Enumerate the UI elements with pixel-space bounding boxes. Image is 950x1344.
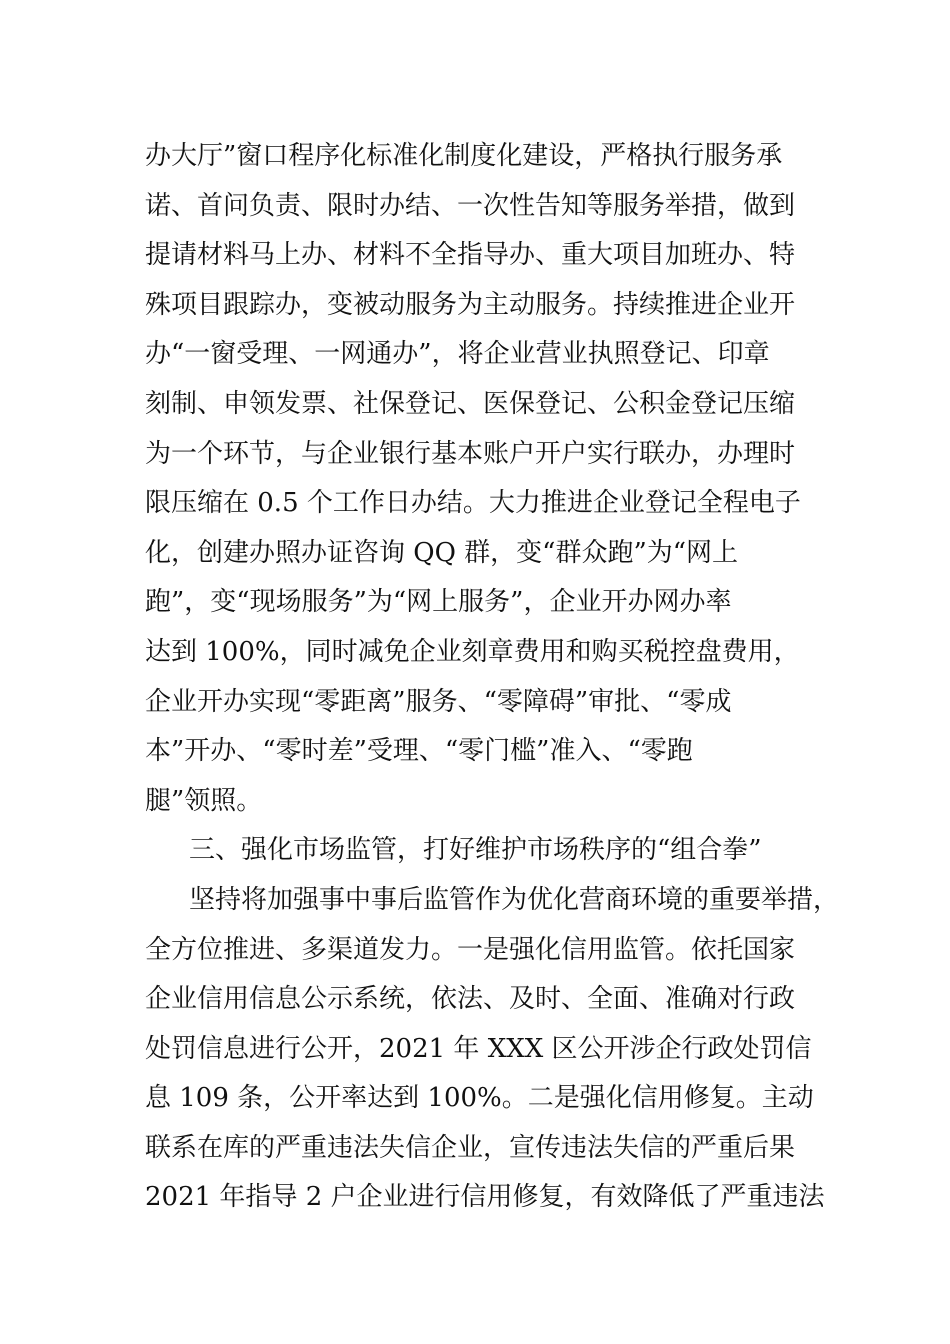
text-line: 限压缩在 0.5 个工作日办结。大力推进企业登记全程电子 <box>145 488 801 519</box>
text-line: 2021 年指导 2 户企业进行信用修复，有效降低了严重违法 <box>145 1182 825 1213</box>
text-line: 企业开办实现“零距离”服务、“零障碍”审批、“零成 <box>145 686 732 717</box>
section-heading: 三、强化市场监管，打好维护市场秩序的“组合拳” <box>189 835 762 866</box>
text-line: 处罚信息进行公开，2021 年 XXX 区公开涉企行政处罚信 <box>145 1033 812 1064</box>
text-line: 化，创建办照办证咨询 QQ 群，变“群众跑”为“网上 <box>145 537 739 568</box>
text-line: 达到 100%，同时减免企业刻章费用和购买税控盘费用， <box>145 636 800 667</box>
text-line: 企业信用信息公示系统，依法、及时、全面、准确对行政 <box>145 984 796 1015</box>
text-line: 办大厅”窗口程序化标准化制度化建设，严格执行服务承 <box>145 141 783 171</box>
text-line: 腿”领照。 <box>145 785 263 816</box>
text-line: 为一个环节，与企业银行基本账户开户实行联办，办理时 <box>145 438 796 469</box>
text-line: 本”开办、“零时差”受理、“零门槛”准入、“零跑 <box>145 736 693 767</box>
text-line: 殊项目跟踪办，变被动服务为主动服务。持续推进企业开 <box>145 289 796 320</box>
text-line: 办“一窗受理、一网通办”，将企业营业执照登记、印章 <box>145 339 770 370</box>
text-line: 息 109 条，公开率达到 100%。二是强化信用修复。主动 <box>145 1083 814 1114</box>
document-body <box>145 132 840 1223</box>
text-line: 联系在库的严重违法失信企业，宣传违法失信的严重后果 <box>145 1132 796 1163</box>
text-line: 刻制、申领发票、社保登记、医保登记、公积金登记压缩 <box>145 388 796 419</box>
paragraph-first-line: 坚持将加强事中事后监管作为优化营商环境的重要举措， <box>189 884 840 915</box>
text-line: 提请材料马上办、材料不全指导办、重大项目加班办、特 <box>145 240 796 271</box>
text-line: 诺、首问负责、限时办结、一次性告知等服务举措，做到 <box>145 190 796 221</box>
text-line: 全方位推进、多渠道发力。一是强化信用监管。依托国家 <box>145 934 796 965</box>
text-line: 跑”，变“现场服务”为“网上服务”，企业开办网办率 <box>145 587 732 618</box>
